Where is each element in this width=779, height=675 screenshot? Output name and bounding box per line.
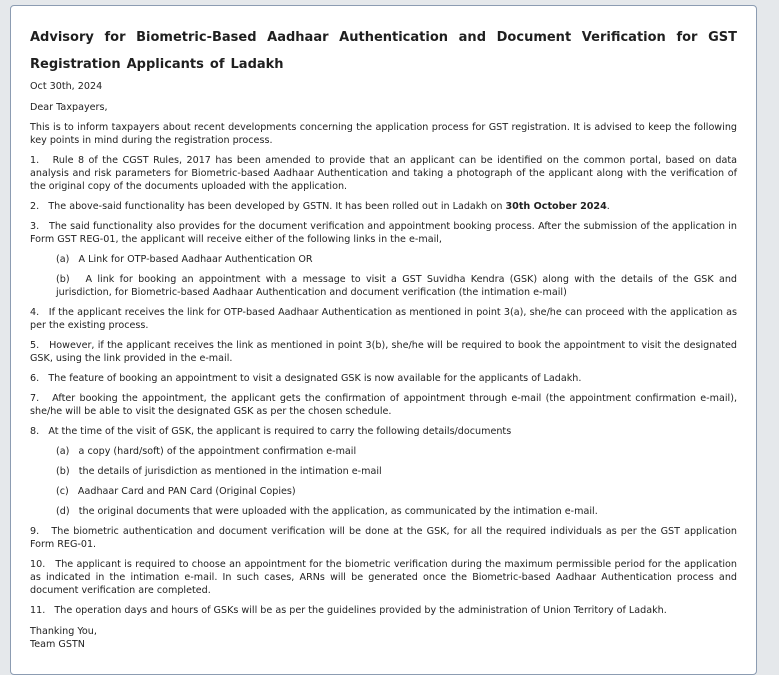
point-text: At the time of the visit of GSK, the applicant is required to carry the following details/documents xyxy=(48,426,512,437)
intro-paragraph: This is to inform taxpayers about recent developments concerning the application process for GST registration. It is advised to keep the following key points in mind during the registration process. xyxy=(30,122,737,146)
point-number: 7. xyxy=(30,393,40,404)
point-10 xyxy=(30,558,737,597)
sub-text: A Link for OTP-based Aadhaar Authentication OR xyxy=(78,254,313,265)
point-number: 3. xyxy=(30,221,40,232)
point-11 xyxy=(30,604,737,617)
point-number: 10. xyxy=(30,559,46,570)
point-3-sub-b xyxy=(30,273,737,299)
signature-name: Team GSTN xyxy=(30,639,85,650)
point-6 xyxy=(30,372,737,385)
point-9 xyxy=(30,525,737,551)
closing-line: Thanking You, xyxy=(30,626,97,637)
point-8-sub-d xyxy=(30,505,737,518)
advisory-title: Advisory for Biometric-Based Aadhaar Authentication and Document Verification for GST Registration Applicants of Ladakh xyxy=(30,30,737,72)
point-3 xyxy=(30,220,737,246)
sub-label: (b) xyxy=(56,466,70,477)
point-4 xyxy=(30,306,737,332)
point-3-sub-a xyxy=(30,253,737,266)
sub-text: the original documents that were uploaded with the application, as communicated by the intimation e-mail. xyxy=(78,506,598,517)
sub-text: Aadhaar Card and PAN Card (Original Copies) xyxy=(77,486,296,497)
point-text: The biometric authentication and document verification will be done at the GSK, for all the required individuals as per the GST application Form REG-01. xyxy=(30,526,737,550)
point-text: The applicant is required to choose an appointment for the biometric verification during the maximum permissible period for the application as indicated in the intimation e-mail. In such cases, ARNs will be generated once the Biometric-based Aadhaar Authentication process and document verification are completed. xyxy=(30,559,737,596)
point-1 xyxy=(30,154,737,193)
point-text: If the applicant receives the link for OTP-based Aadhaar Authentication as mentioned in point 3(a), she/he can proceed with the application as per the existing process. xyxy=(30,307,737,331)
point-8-sub-c xyxy=(30,485,737,498)
point-number: 4. xyxy=(30,307,40,318)
point-text-tail: . xyxy=(606,201,610,212)
point-number: 1. xyxy=(30,155,40,166)
point-8 xyxy=(30,425,737,438)
point-text: The above-said functionality has been developed by GSTN. It has been rolled out in Ladakh on xyxy=(48,201,506,212)
sub-label: (d) xyxy=(56,506,70,517)
point-number: 2. xyxy=(30,201,40,212)
point-text: The said functionality also provides for the document verification and appointment booking process. After the submission of the application in Form GST REG-01, the applicant will receive either of the following links in the e-mail, xyxy=(30,221,737,245)
greeting: Dear Taxpayers, xyxy=(30,102,108,113)
rollout-date: 30th October 2024 xyxy=(505,201,607,212)
sub-label: (a) xyxy=(56,446,70,457)
sub-text: A link for booking an appointment with a message to visit a GST Suvidha Kendra (GSK) along with the details of the GSK and jurisdiction, for Biometric-based Aadhaar Authentication and document verification (the intimation e-mail) xyxy=(56,274,737,298)
point-2 xyxy=(30,200,737,213)
signature-block xyxy=(30,625,737,651)
sub-label: (a) xyxy=(56,254,70,265)
point-8-sub-b xyxy=(30,465,737,478)
point-number: 9. xyxy=(30,526,40,537)
point-number: 5. xyxy=(30,340,40,351)
point-8-sub-a xyxy=(30,445,737,458)
advisory-date: Oct 30th, 2024 xyxy=(30,81,103,92)
point-text: After booking the appointment, the applicant gets the confirmation of appointment through e-mail (the appointment confirmation e-mail), she/he will be able to visit the designated GSK as per the chosen schedule. xyxy=(30,393,737,417)
point-text: The feature of booking an appointment to visit a designated GSK is now available for the applicants of Ladakh. xyxy=(48,373,582,384)
point-number: 6. xyxy=(30,373,40,384)
advisory-card xyxy=(10,5,757,675)
point-text: The operation days and hours of GSKs will be as per the guidelines provided by the administration of Union Territory of Ladakh. xyxy=(54,605,667,616)
point-text: However, if the applicant receives the link as mentioned in point 3(b), she/he will be required to book the appointment to visit the designated GSK, using the link provided in the e-mail. xyxy=(30,340,737,364)
point-number: 8. xyxy=(30,426,40,437)
point-number: 11. xyxy=(30,605,46,616)
sub-text: the details of jurisdiction as mentioned in the intimation e-mail xyxy=(78,466,382,477)
point-text: Rule 8 of the CGST Rules, 2017 has been amended to provide that an applicant can be identified on the common portal, based on data analysis and risk parameters for Biometric-based Aadhaar Authentication and taking a photograph of the applicant along with the verification of the original copy of the documents uploaded with the application. xyxy=(30,155,737,192)
point-5 xyxy=(30,339,737,365)
point-7 xyxy=(30,392,737,418)
sub-label: (b) xyxy=(56,274,70,285)
sub-text: a copy (hard/soft) of the appointment confirmation e-mail xyxy=(78,446,357,457)
sub-label: (c) xyxy=(56,486,69,497)
